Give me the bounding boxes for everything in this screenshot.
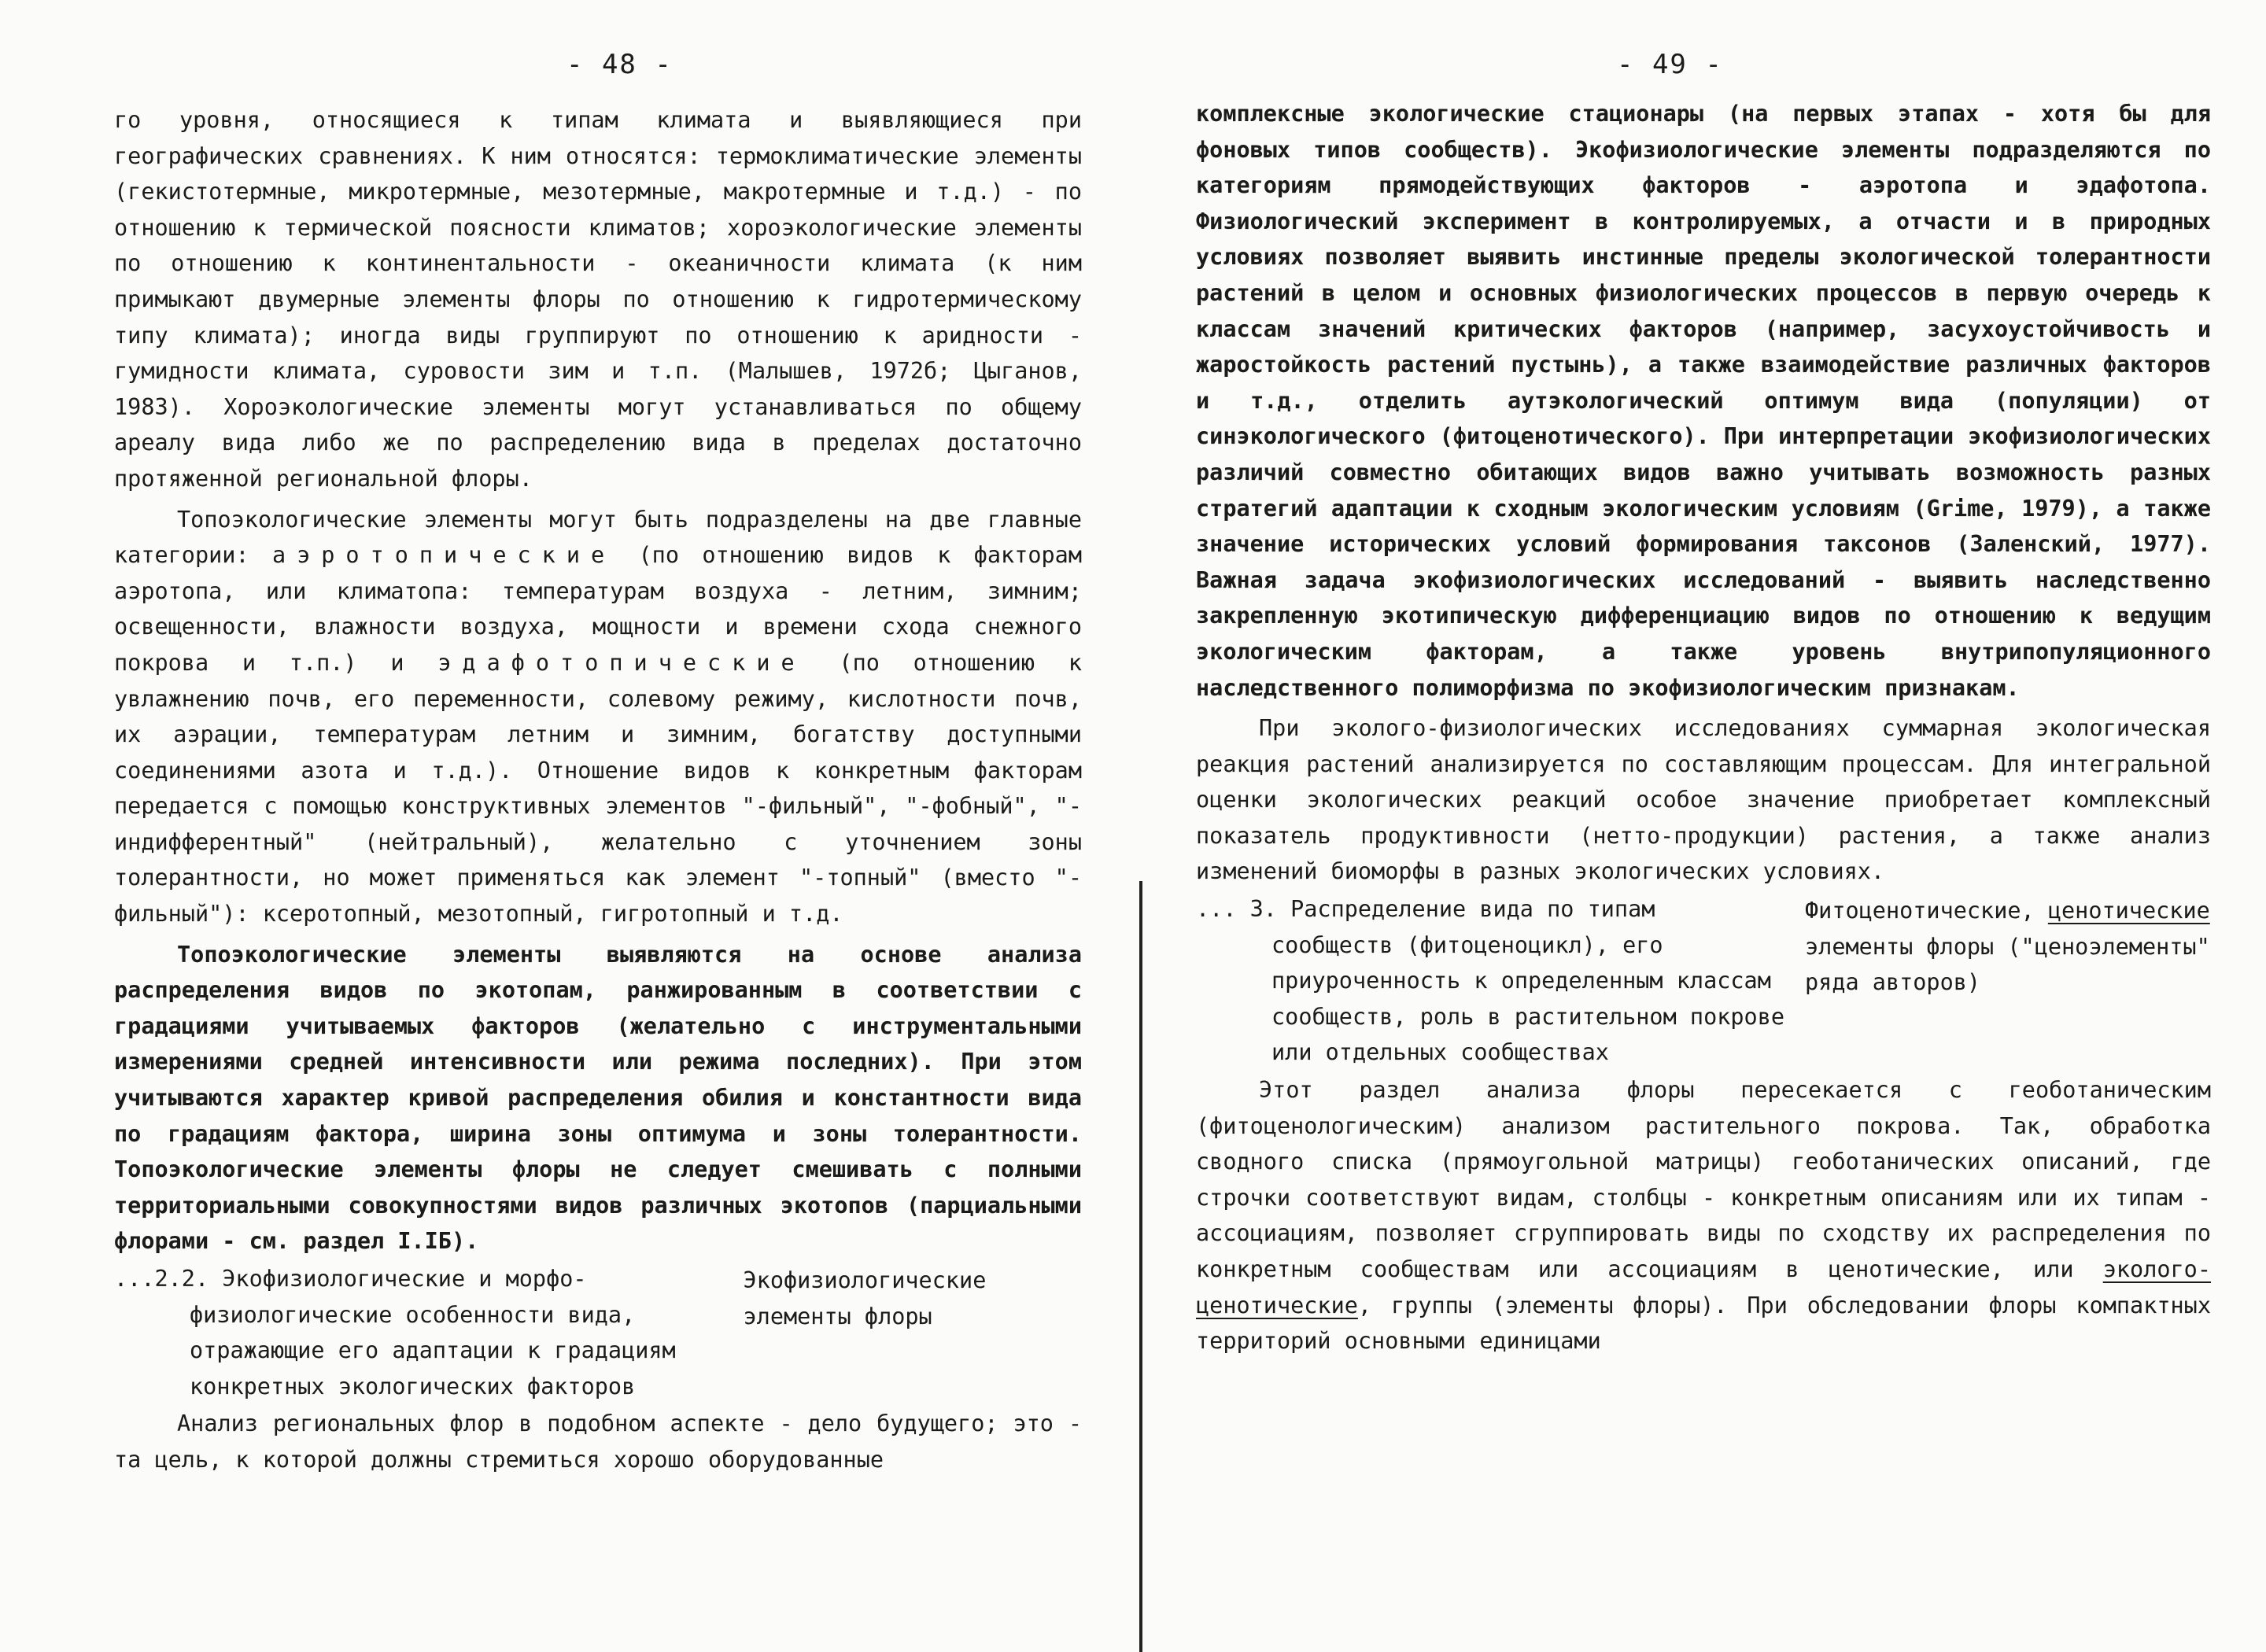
page-number-left: - 48 - — [566, 49, 673, 80]
right-page-body — [1196, 96, 2211, 1359]
outline-item-continuation: сообществ (фитоценоцикл), его приуроченность к определенным классам сообществ, роль в растительном покрове или отдельных сообществах — [1271, 931, 1785, 1066]
page-spine — [1139, 881, 1142, 1652]
paragraph-text: Топоэкологические элементы могут быть подразделены на две главные категории: — [114, 506, 1082, 569]
paragraph: Анализ региональных флор в подобном аспекте - дело будущего; это - та цель, к которой должны стремиться хорошо оборудованные — [114, 1410, 1082, 1473]
right-page — [1149, 0, 2266, 1652]
page-number-right: - 49 - — [1617, 49, 1723, 80]
outline-item-head: ... 3. Распределение вида по типам — [1196, 896, 1655, 923]
outline-right-text: элементы флоры ("ценоэлементы" ряда авторов) — [1805, 933, 2210, 996]
outline-right-text: Фитоценотические, — [1805, 898, 2048, 924]
paragraph — [114, 502, 1082, 932]
paragraph: го уровня, относящиеся к типам климата и выявляющиеся при географических сравнениях. К ним относятся: термоклиматические элементы (гекистотермные, микротермные, мезотермные, макротермные и т.д.) - по отношению к термической поясности климатов; хороэкологические элементы по отношению к континентальности - океаничности климата (к ним примыкают двумерные элементы флоры по отношению к гидротермическому типу климата); иногда виды группируют по отношению к аридности - гумидности климата, суровости зим и т.п. (Малышев, 1972б; Цыганов, 1983). Хороэкологические элементы могут устанавливаться по общему ареалу вида либо же по распределению вида в пределах достаточно протяженной региональной флоры. — [114, 107, 1082, 492]
outline-left-column — [114, 1261, 733, 1404]
paragraph-text: Этот раздел анализа флоры пересекается с геоботаническим (фитоценологическим) анализом растительного покрова. Так, обработка сводного списка (прямоугольной матрицы) геоботанических описаний, где строчки соответствуют видам, столбцы - конкретным описаниям или их типам - ассоциациям, позволяет сгруппировать виды по сходству их распределения по конкретным сообществам или ассоциациям в ценотические, или — [1196, 1077, 2211, 1282]
paragraph-text: , группы (элементы флоры). При обследовании флоры компактных территорий основными единицами — [1196, 1292, 2211, 1355]
spaced-term: эдафотопические — [437, 649, 806, 676]
underlined-term: эколого-ценотические — [1196, 1256, 2211, 1318]
spaced-term: аэротопические — [271, 542, 616, 569]
outline-item — [114, 1261, 1082, 1404]
outline-item — [1196, 891, 2211, 1071]
paragraph-text: (по отношению к увлажнению почв, его переменности, солевому режиму, кислотности почв, их аэрации, температурам летним и зимним, богатству доступными соединениями азота и т.д.). Отношение видов к конкретным факторам передается с помощью конструктивных элементов "-фильный", "-фобный", "-индифферентный" (нейтральный), желательно с уточнением зоны толерантности, но может применяться как элемент "-топный" (вместо "-фильный"): ксеротопный, мезотопный, гигротопный и т.д. — [114, 649, 1082, 927]
paragraph — [1196, 1072, 2211, 1359]
outline-left-column — [1196, 891, 1784, 1071]
paragraph: комплексные экологические стационары (на первых этапах - хотя бы для фоновых типов сообществ). Экофизиологические элементы подразделяются по категориям прямодействующих факторов - аэротопа и эдафотопа. Физиологический эксперимент в контролируемых, а отчасти и в природных условиях позволяет выявить инстинные пределы экологической толерантности растений в целом и основных физиологических процессов в первую очередь к классам значений критических факторов (например, засухоустойчивость и жаростойкость растений пустынь), а также взаимодействие различных факторов и т.д., отделить аутэкологический оптимум вида (популяции) от синэкологического (фитоценотического). При интерпретации экофизиологических различий совместно обитающих видов важно учитывать возможность разных стратегий адаптации к сходным экологическим условиям (Grime, 1979), а также значение исторических условий формирования таксонов (Заленский, 1977). Важная задача экофизиологических исследований - выявить наследственно закрепленную экотипическую дифференциацию видов по отношению к ведущим экологическим факторам, а также уровень внутрипопуляционного наследственного полиморфизма по экофизиологическим признакам. — [1196, 101, 2211, 701]
underlined-term: ценотические — [2047, 898, 2210, 924]
left-page-body — [114, 102, 1082, 1478]
paragraph: При эколого-физиологических исследованиях суммарная экологическая реакция растений анализируется по составляющим процессам. Для интегральной оценки экологических реакций особое значение приобретает комплексный показатель продуктивности (нетто-продукции) растения, а также анализ изменений биоморфы в разных экологических условиях. — [1196, 715, 2211, 885]
outline-right-column: Экофизиологические элементы флоры — [743, 1267, 987, 1329]
paragraph-text: (по отношению видов к факторам аэротопа, или климатопа: температурам воздуха - летним, зимним; освещенности, влажности воздуха, мощности и времени схода снежного покрова и т.п.) и — [114, 542, 1082, 676]
outline-item-continuation: физиологические особенности вида, отражающие его адаптации к градациям конкретных экологических факторов — [190, 1301, 676, 1399]
outline-item-head: ...2.2. Экофизиологические и морфо- — [114, 1266, 587, 1292]
outline-right-column — [1805, 891, 2211, 1001]
paragraph: Топоэкологические элементы выявляются на основе анализа распределения видов по экотопам, ранжированным в соответствии с градациями учитываемых факторов (желательно с инструментальными измерениями средней интенсивности или режима последних). При этом учитываются характер кривой распределения обилия и константности вида по градациям фактора, ширина зоны оптимума и зоны толерантности. Топоэкологические элементы флоры не следует смешивать с полными территориальными совокупностями видов различных экотопов (парциальными флорами - см. раздел I.IБ). — [114, 941, 1082, 1255]
